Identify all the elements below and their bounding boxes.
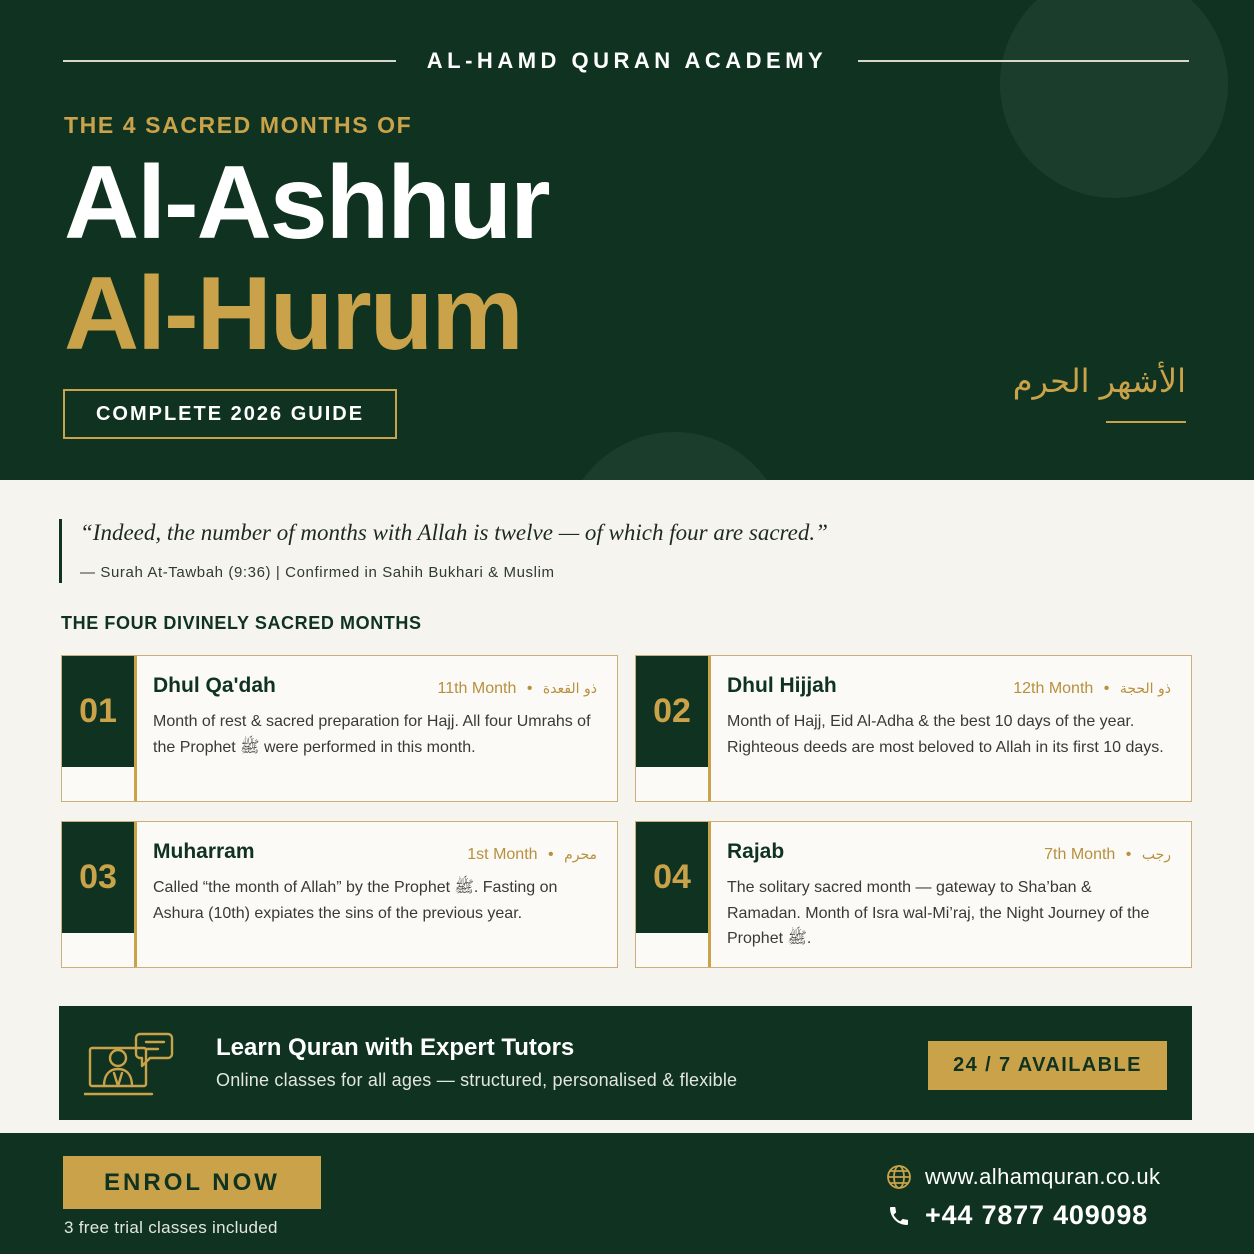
pre-title: THE 4 SACRED MONTHS OF	[64, 112, 413, 138]
month-description: Called “the month of Allah” by the Prophet ﷺ. Fasting on Ashura (10th) expiates the sins of the previous year.	[153, 879, 558, 922]
month-name: Rajab	[727, 840, 785, 863]
month-number: 03	[62, 822, 134, 933]
quote-accent-bar	[59, 519, 62, 583]
card-number-base	[636, 767, 708, 801]
website-link[interactable]	[885, 1163, 1160, 1191]
month-number: 02	[636, 656, 708, 767]
month-meta	[467, 846, 597, 864]
month-order: 1st Month	[467, 846, 538, 863]
card-divider	[708, 656, 711, 801]
tutor-icon	[84, 1028, 176, 1100]
card-divider	[134, 822, 137, 967]
main-title-line-1: Al-Ashhur	[64, 145, 549, 261]
header-rule-left	[63, 60, 396, 62]
month-description: Month of rest & sacred preparation for Hajj. All four Umrahs of the Prophet ﷺ were performed in this month.	[153, 713, 591, 756]
meta-separator: •	[1125, 846, 1132, 863]
globe-icon	[885, 1163, 913, 1191]
month-description: Month of Hajj, Eid Al-Adha & the best 10 days of the year. Righteous deeds are most beloved to Allah in its first 10 days.	[727, 713, 1164, 756]
decorative-circle	[562, 432, 787, 480]
month-card-rajab	[635, 821, 1192, 968]
month-arabic-name: ذو القعدة	[542, 681, 597, 697]
cta-title: Learn Quran with Expert Tutors	[216, 1034, 575, 1061]
phone-icon	[885, 1202, 913, 1230]
phone-link[interactable]	[885, 1200, 1148, 1231]
card-number-base	[62, 933, 134, 967]
guide-badge: COMPLETE 2026 GUIDE	[63, 389, 397, 439]
hero-banner	[0, 0, 1254, 480]
month-order: 7th Month	[1044, 846, 1116, 863]
quote-source: — Surah At-Tawbah (9:36) | Confirmed in Sahih Bukhari & Muslim	[80, 564, 555, 581]
enrol-now-button[interactable]: ENROL NOW	[63, 1156, 321, 1209]
footer	[0, 1133, 1254, 1254]
card-number-base	[636, 933, 708, 967]
quote-text: “Indeed, the number of months with Allah is twelve — of which four are sacred.”	[80, 520, 828, 545]
card-divider	[708, 822, 711, 967]
month-name: Muharram	[153, 840, 255, 863]
section-heading: THE FOUR DIVINELY SACRED MONTHS	[61, 613, 422, 633]
month-meta	[1013, 680, 1171, 698]
website-url: www.alhamquran.co.uk	[925, 1164, 1161, 1189]
meta-separator: •	[548, 846, 554, 863]
arabic-title-underline	[1106, 421, 1186, 423]
tutor-promo-band	[59, 1006, 1192, 1120]
month-name: Dhul Qa'dah	[153, 674, 276, 697]
month-order: 12th Month	[1013, 680, 1094, 697]
month-description: The solitary sacred month — gateway to Sha’ban & Ramadan. Month of Isra wal-Mi’raj, the Night Journey of the Prophet ﷺ.	[727, 879, 1150, 947]
meta-separator: •	[1103, 680, 1110, 697]
month-meta	[437, 680, 597, 698]
month-card-dhul-qadah	[61, 655, 618, 802]
meta-separator: •	[526, 680, 533, 697]
month-number: 01	[62, 656, 134, 767]
arabic-title: الأشهر الحرم	[1012, 362, 1186, 400]
month-arabic-name: رجب	[1141, 847, 1171, 863]
month-card-muharram	[61, 821, 618, 968]
month-meta	[1044, 846, 1171, 864]
month-arabic-name: محرم	[564, 847, 597, 863]
academy-name: AL-HAMD QURAN ACADEMY	[426, 48, 828, 73]
card-divider	[134, 656, 137, 801]
phone-number: +44 7877 409098	[925, 1200, 1148, 1230]
month-name: Dhul Hijjah	[727, 674, 837, 697]
month-number: 04	[636, 822, 708, 933]
cta-subtitle: Online classes for all ages — structured, personalised & flexible	[216, 1070, 738, 1090]
month-card-dhul-hijjah	[635, 655, 1192, 802]
month-arabic-name: ذو الحجة	[1119, 681, 1171, 697]
month-order: 11th Month	[437, 680, 517, 697]
main-title-line-2: Al-Hurum	[64, 256, 522, 372]
trial-note: 3 free trial classes included	[64, 1218, 278, 1237]
card-number-base	[62, 767, 134, 801]
decorative-circle	[1000, 0, 1228, 198]
availability-badge: 24 / 7 AVAILABLE	[928, 1041, 1167, 1090]
header-rule-right	[858, 60, 1189, 62]
